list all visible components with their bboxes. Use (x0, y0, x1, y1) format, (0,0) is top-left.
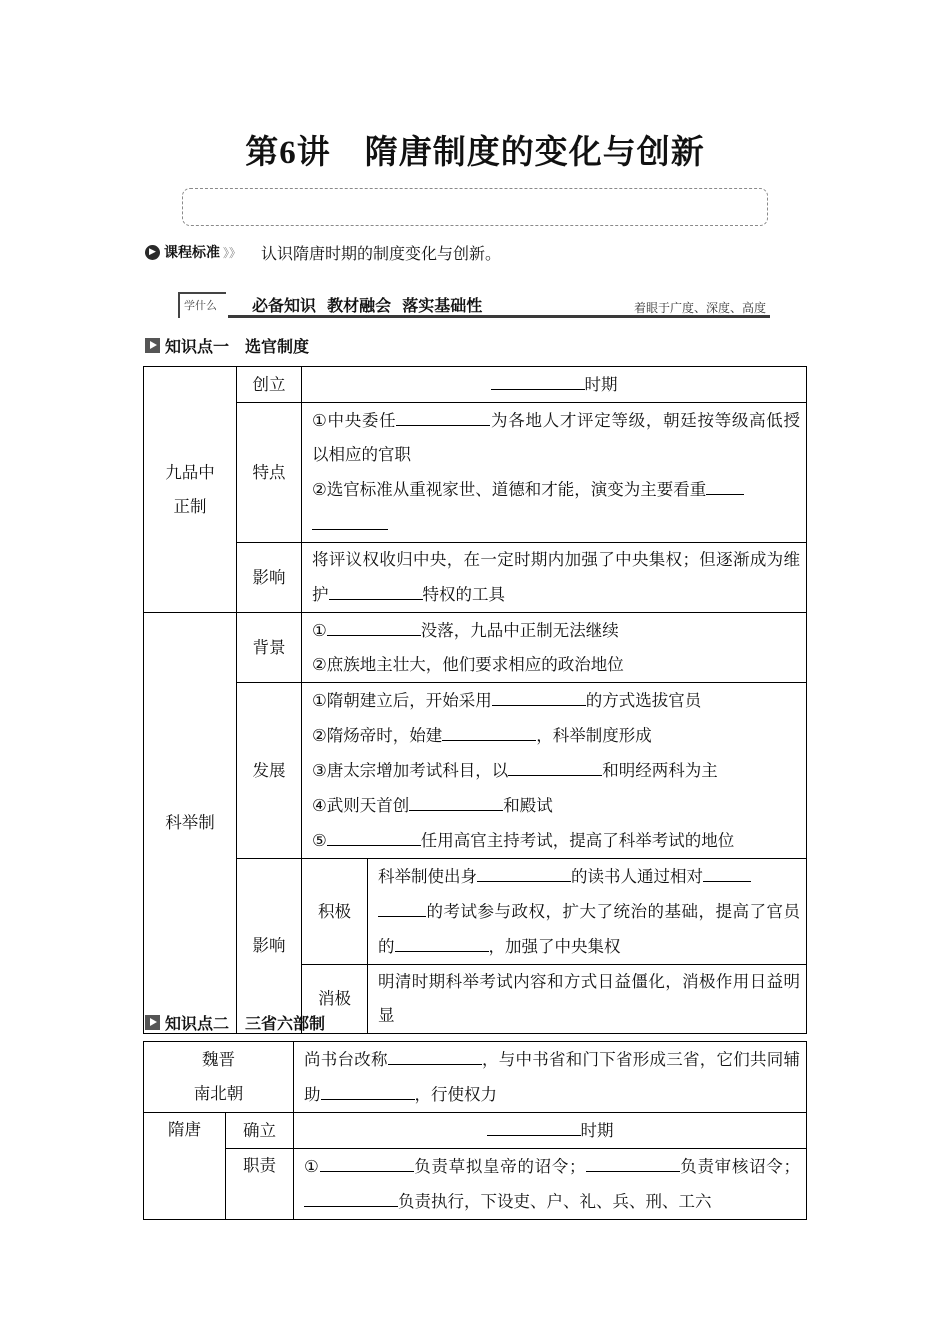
table-row (144, 1113, 807, 1149)
row-label: 创立 (237, 367, 302, 403)
section-heading-2: 知识点二 三省六部制 (145, 1011, 325, 1034)
course-standard (145, 240, 501, 264)
page-title: 第6讲 隋唐制度的变化与创新 (245, 132, 705, 171)
section-banner (178, 292, 770, 318)
content-cell: 尚书台改称 ，与中书省和门下省形成三省，它们共同辅助 ，行使权力 (294, 1042, 807, 1113)
content-cell: ①中央委任 为各地人才评定等级，朝廷按等级高低授以相应的官职 ②选官标准从重视家世、道德和才能，演变为主要看重 (302, 403, 807, 543)
table-three-departments (143, 1041, 807, 1220)
row-label: 影响 (237, 859, 302, 1034)
double-chevron-icon: 》》 (223, 245, 242, 260)
keju-cell: 科举制 (144, 613, 237, 1034)
section-heading-1: 知识点一 选官制度 (145, 334, 309, 357)
play-square-icon (145, 1015, 160, 1030)
sub-label: 积极 (302, 859, 368, 965)
banner-logo: 学什么 (178, 292, 226, 318)
content-cell: ① 没落，九品中正制无法继续 ②庶族地主壮大，他们要求相应的政治地位 (302, 613, 807, 683)
table-row (144, 1149, 807, 1220)
banner-tagline: 着眼于广度、深度、高度 (633, 301, 766, 315)
table-row (144, 403, 807, 543)
standard-label: 课程标准 (164, 245, 220, 261)
table-row (144, 543, 807, 613)
row-label: 发展 (237, 683, 302, 859)
content-cell: 科举制使出身 的读书人通过相对 的考试参与政权，扩大了统治的基础，提高了官员的 ，加强了中央集权 (368, 859, 807, 965)
jiupin-cell: 九品中 正制 (144, 367, 237, 613)
standard-text: 认识隋唐时期的制度变化与创新。 (261, 243, 502, 263)
table-row (144, 367, 807, 403)
content-cell: 时期 (302, 367, 807, 403)
table-row (144, 683, 807, 859)
content-cell: ① 负责草拟皇帝的诏令； 负责审核诏令；负责执行，下设吏、户、礼、兵、刑、工六 (294, 1149, 807, 1220)
suitang-cell: 隋唐 (144, 1113, 226, 1220)
table-selection-system (143, 366, 807, 1034)
play-square-icon (145, 338, 160, 353)
content-cell: 明清时期科举考试内容和方式日益僵化，消极作用日益明显 (368, 965, 807, 1034)
row-label: 背景 (237, 613, 302, 683)
content-cell: ①隋朝建立后，开始采用 的方式选拔官员 ②隋炀帝时，始建 ，科举制度形成 ③唐太宗增加考试科目，以 和明经两科为主 ④武则天首创 和殿试 ⑤ 任用高官主持考试，提高了科举考试的地位 (302, 683, 807, 859)
play-circle-icon: ▶ (145, 245, 160, 260)
row-label: 确立 (226, 1113, 294, 1149)
row-label: 特点 (237, 403, 302, 543)
table-row (144, 1042, 807, 1113)
dashed-box (182, 188, 768, 226)
content-cell: 时期 (294, 1113, 807, 1149)
table-row (144, 859, 807, 965)
sub-label: 消极 (302, 965, 368, 1034)
weijin-cell: 魏晋 南北朝 (144, 1042, 294, 1113)
content-cell: 将评议权收归中央，在一定时期内加强了中央集权；但逐渐成为维护 特权的工具 (302, 543, 807, 613)
banner-heading: 必备知识 教材融会 落实基础性 (252, 296, 483, 315)
table-row (144, 613, 807, 683)
row-label: 职责 (226, 1149, 294, 1220)
row-label: 影响 (237, 543, 302, 613)
